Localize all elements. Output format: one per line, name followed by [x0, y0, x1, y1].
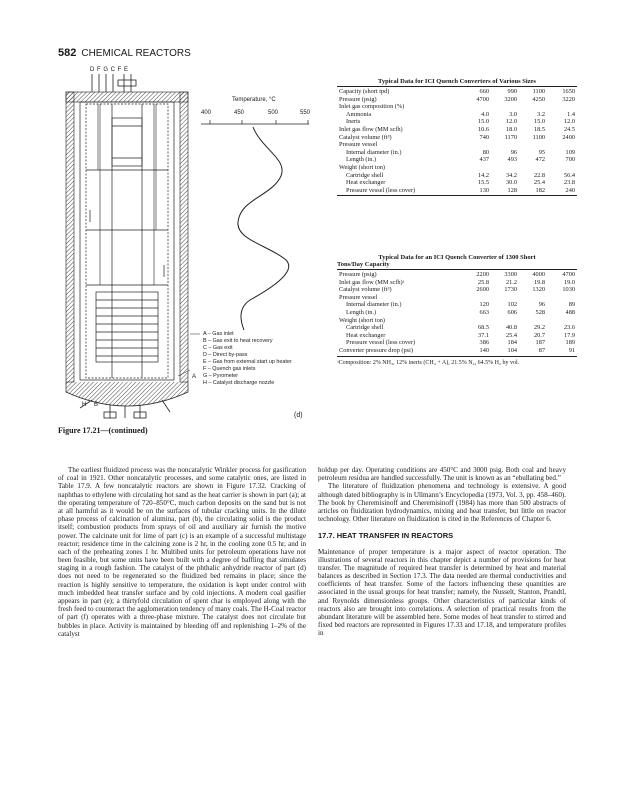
cell-value: 184 — [507, 339, 517, 347]
row-label: Pressure (psig) — [339, 271, 377, 278]
figure-caption-text: Figure 17.21—(continued) — [58, 426, 148, 435]
table-row — [337, 347, 577, 355]
cell-value: 1170 — [504, 133, 517, 141]
cell-value: 990 — [507, 88, 517, 95]
cell-value: 3300 — [504, 271, 517, 278]
cell-value: 25.8 — [477, 278, 489, 286]
cell-value: 1.4 — [567, 110, 575, 118]
cell-value — [463, 317, 491, 325]
table-row — [337, 324, 577, 332]
table-row — [337, 294, 577, 302]
paragraph: holdup per day. Operating conditions are 450°C and 3000 psig. Both coal and heavy petroleum residua are handled successfully. The unit is known as an “ebullating bed.” — [318, 466, 566, 483]
cell-value: 2600 — [476, 286, 489, 294]
temperature-profile-curve — [238, 127, 289, 330]
cell-value: 3.2 — [537, 110, 545, 118]
cell-value: 493 — [507, 156, 517, 164]
cell-value: 18.5 — [533, 125, 545, 133]
figure-legend — [203, 331, 292, 387]
cell-value: 528 — [535, 308, 545, 316]
table-row — [337, 339, 577, 347]
cell-value: 20.7 — [533, 331, 545, 339]
cell-value: 2200 — [476, 271, 489, 278]
cell-value: 10.6 — [477, 125, 489, 133]
cell-value: 1100 — [532, 133, 545, 141]
legend-item: C – Gas exit — [203, 345, 233, 351]
cell-value: 606 — [507, 308, 517, 316]
legend-item: D – Direct by-pass — [203, 352, 248, 358]
cell-value: 22.8 — [533, 171, 545, 179]
cell-value: 4700 — [562, 271, 575, 278]
cell-value: 95 — [538, 148, 545, 156]
cell-value: 15.5 — [477, 179, 489, 187]
body-column-left — [58, 466, 306, 638]
cell-value — [519, 103, 547, 111]
cell-value: 37.1 — [477, 331, 489, 339]
cell-value: 34.2 — [505, 171, 517, 179]
cell-value: 104 — [507, 346, 517, 354]
table-row — [337, 164, 577, 172]
cell-value: 102 — [507, 301, 517, 309]
cell-value: 130 — [479, 186, 489, 194]
tick-label: 500 — [268, 110, 279, 116]
callout-a: A — [192, 374, 197, 380]
cell-value: 91 — [568, 346, 575, 354]
table-row — [337, 271, 577, 279]
cell-value: 1650 — [562, 88, 575, 95]
cell-value — [547, 164, 577, 172]
table-row — [337, 179, 577, 187]
row-label: Cartridge shell — [346, 324, 384, 332]
cell-value: 663 — [479, 308, 489, 316]
cell-value: 660 — [479, 88, 489, 95]
table-row — [337, 118, 577, 126]
row-label: Heat exchanger — [346, 179, 386, 187]
cell-value: 19.0 — [563, 278, 575, 286]
table-row — [337, 149, 577, 157]
cell-value: 488 — [565, 308, 575, 316]
cell-value: 240 — [565, 186, 575, 194]
row-label: Pressure vessel (less cover) — [346, 186, 416, 194]
table-row — [337, 187, 577, 195]
legend-item: H – Catalyst discharge nozzle — [203, 380, 275, 386]
cell-value — [491, 103, 519, 111]
row-label: Catalyst volume (ft³) — [339, 286, 392, 294]
row-label: Pressure (psig) — [339, 95, 377, 103]
table-row — [337, 111, 577, 119]
figure-top-letters: D F G C F E — [90, 67, 129, 73]
cell-value: 96 — [538, 301, 545, 309]
table-rule — [337, 356, 577, 357]
cell-value: 87 — [538, 346, 545, 354]
cell-value: 437 — [479, 156, 489, 164]
cell-value: 25.4 — [533, 179, 545, 187]
table-row — [337, 286, 577, 294]
cell-value: 29.2 — [533, 324, 545, 332]
row-label: Cartridge shell — [346, 171, 384, 179]
tick-label: 400 — [201, 110, 212, 116]
cell-value: 386 — [479, 339, 489, 347]
cell-value — [463, 164, 491, 172]
table-2-body — [337, 271, 577, 355]
paragraph: The literature of fluidization phenomena and technology is extensive. A good although dated bibliography is in Ullmann’s Encyclopedia (1973, Vol. 3, pp. 458–460). The book by Cheremisinoff and Cheremisinoff (1984) has more than 500 abstracts of articles on fluidization hydrodynamics, mixing and heat transfer, but little on reactor technology. Other literature on fluidization is cited in the References of Chapter 6. — [318, 482, 566, 524]
table-row — [337, 141, 577, 149]
cell-value: 21.2 — [505, 278, 517, 286]
tick-label: 450 — [234, 110, 245, 116]
cell-value: 2400 — [562, 133, 575, 141]
cell-value: 14.2 — [477, 171, 489, 179]
row-label: Pressure vessel — [339, 141, 378, 149]
row-label: Inlet gas composition (%) — [339, 103, 405, 111]
paragraph: Maintenance of proper temperature is a major aspect of reactor operation. The illustrations of several reactors in this chapter depict a number of provisions for heat transfer. The magnitude of required heat transfer is determined by heat and material balances as described in Section 17.3. The data needed are thermal conductivities and coefficients of heat transfer. Some of the factors influencing these quantities are associated in the usual groups for heat transfer; namely, the Nusselt, Stanton, Prandtl, and Reynolds dimensionless groups. Other characteristics of particular kinds of reactors also are brought into correlations. A selection of practical results from the abundant literature will be assembled here. Some modes of heat transfer to stirred and fixed bed reactors are represented in Figures 17.33 and 17.18, and temperature profiles in — [318, 547, 566, 638]
vessel-wall-left — [66, 92, 74, 382]
callout-h: H — [82, 402, 87, 408]
cell-value: 19.8 — [533, 278, 545, 286]
cell-value: 1030 — [562, 286, 575, 294]
top-nozzles — [92, 74, 136, 92]
row-label: Inlet gas flow (MM scfh) — [339, 125, 403, 133]
body-column-right — [318, 466, 566, 638]
cell-value: 120 — [479, 301, 489, 309]
cell-value: 472 — [535, 156, 545, 164]
table-row — [337, 88, 577, 96]
cell-value: 189 — [565, 339, 575, 347]
figure-caption — [58, 426, 148, 435]
cell-value — [547, 141, 577, 149]
table-row — [337, 103, 577, 111]
table-row — [337, 279, 577, 287]
table-1-title: Typical Data for ICI Quench Converters of Various Sizes — [378, 78, 536, 85]
cell-value: 140 — [479, 346, 489, 354]
table-2-footnote: ᵃComposition: 2% NH₃, 12% inerts (CH₄ + A), 21.5% N₂, 64.5% H₂ by vol. — [337, 359, 520, 366]
table-rule — [337, 195, 577, 196]
cell-value — [463, 103, 491, 111]
cell-value: 96 — [510, 148, 517, 156]
row-label: Pressure vessel (less cover) — [346, 339, 416, 347]
row-label: Length (in.) — [346, 156, 377, 164]
cell-value — [547, 294, 577, 302]
running-title: CHEMICAL REACTORS — [81, 48, 191, 59]
cell-value: 182 — [535, 186, 545, 194]
legend-item: B – Gas exit to heat recovery — [203, 338, 273, 344]
table-2-subtitle: Tons/Day Capacity — [337, 261, 390, 268]
row-label: Inerts — [346, 118, 361, 126]
panel-label: (d) — [294, 412, 303, 419]
vessel-wall-right — [180, 92, 188, 382]
legend-item: G – Pyrometer — [203, 373, 239, 379]
cell-value: 4700 — [476, 95, 489, 103]
cell-value — [519, 294, 547, 302]
table-row — [337, 301, 577, 309]
cell-value — [491, 317, 519, 325]
cell-value: 109 — [565, 148, 575, 156]
table-1 — [337, 78, 577, 196]
table-row — [337, 309, 577, 317]
row-label: Catalyst volume (ft³) — [339, 133, 392, 141]
cell-value: 30.0 — [505, 179, 517, 187]
table-row — [337, 332, 577, 340]
cell-value: 740 — [479, 133, 489, 141]
cell-value — [519, 141, 547, 149]
paragraph: The earliest fluidized process was the noncatalytic Winkler process for gasification of coal in 1921. Other noncatalytic processes, and some catalytic ones, are listed in Table 17.9. A few noncatalytic reactors are shown in Figure 17.32. Cracking of naphthas to ethylene with circulating hot sand as the heat carrier is shown in part (a); at the operating temperature of 720–850°C, much carbon deposits on the sand but is not at all harmful as it would be on the surfaces of tubular cracking units. In the dilute phase process of calcination of alumina, part (b), the circulating solid is the product itself; combustion products from sprays of oil and auxiliary air furnish the motive power. The calcinate unit for lime of part (c) is an example of a successful multistage reactor; residence time in the calcining zone is 2 hr, in the cooling zone 0.5 hr, and in each of the preheating zones 1 hr. Multibed units for petroleum operations have not been feasible, but some units have been built with a degree of baffling that simulates staging in a rough fashion. The catalyst of the phthalic anhydride reactor of part (d) does not need to be regenerated so the fluidized bed remains in place; since the reaction is highly sensitive to temperature, the oxidation is kept under control with much imbedded heat transfer surface and by cold injections. A modern coal gasifier appears in part (e); a thirtyfold circulation of spent char is employed along with the fresh feed to counteract the agglomeration tendency of many coals. The H-Coal reactor of part (f) operates with a three-phase mixture. The catalyst does not circulate but bubbles in place. Activity is maintained by bleeding off and replenishing 1–2% of the catalyst — [58, 466, 306, 638]
cell-value: 17.9 — [563, 331, 575, 339]
cell-value: 56.4 — [563, 171, 575, 179]
row-label: Weight (short ton) — [339, 163, 386, 171]
cell-value — [547, 103, 577, 111]
cell-value: 3.0 — [509, 110, 517, 118]
cell-value: 4000 — [532, 271, 545, 278]
row-label: Weight (short ton) — [339, 316, 386, 324]
row-label: Length (in.) — [346, 308, 377, 316]
cell-value: 3200 — [504, 95, 517, 103]
callout-b: B — [94, 402, 99, 408]
cell-value: 128 — [507, 186, 517, 194]
temperature-axis-label: Temperature, °C — [232, 97, 276, 103]
legend-item: A – Gas inlet — [203, 331, 234, 337]
table-rule — [337, 86, 577, 87]
cell-value: 25.4 — [505, 331, 517, 339]
cell-value — [491, 164, 519, 172]
table-row — [337, 126, 577, 134]
row-label: Ammonia — [346, 110, 372, 118]
section-heading: 17.7. HEAT TRANSFER IN REACTORS — [318, 531, 454, 541]
cell-value: 12.0 — [505, 118, 517, 126]
table-2-title: Typical Data for an ICI Quench Converter of 1300 Short — [378, 254, 536, 261]
cell-value — [519, 164, 547, 172]
cell-value: 80 — [482, 148, 489, 156]
internal-cartridge — [80, 102, 174, 380]
table-rule — [337, 269, 577, 270]
row-label: Capacity (short tpd) — [339, 88, 390, 95]
cell-value — [519, 317, 547, 325]
row-label: Pressure vessel — [339, 293, 378, 301]
cell-value: 12.0 — [563, 118, 575, 126]
table-1-body — [337, 88, 577, 194]
cell-value: 700 — [565, 156, 575, 164]
vessel-top-cover — [66, 92, 188, 102]
row-label: Converter pressure drop (psi) — [339, 346, 413, 354]
cell-value: 15.0 — [533, 118, 545, 126]
row-label: Inlet gas flow (MM scfh)ᵃ — [339, 278, 405, 286]
cell-value: 15.0 — [477, 118, 489, 126]
cell-value: 24.5 — [563, 125, 575, 133]
cell-value: 1320 — [532, 286, 545, 294]
row-label: Internal diameter (in.) — [346, 301, 402, 309]
cell-value: 187 — [535, 339, 545, 347]
cell-value: 23.8 — [563, 179, 575, 187]
row-label: Heat exchanger — [346, 331, 386, 339]
legend-item: E – Gas from external start up heater — [203, 359, 292, 365]
cell-value — [463, 294, 491, 302]
cell-value — [491, 294, 519, 302]
cell-value: 1730 — [504, 286, 517, 294]
table-row — [337, 172, 577, 180]
cell-value: 40.8 — [505, 324, 517, 332]
table-row — [337, 156, 577, 164]
table-row — [337, 96, 577, 104]
table-row — [337, 134, 577, 142]
quench-pipes — [98, 104, 156, 285]
tick-label: 550 — [300, 110, 311, 116]
cell-value: 4250 — [532, 95, 545, 103]
cell-value — [463, 141, 491, 149]
cell-value: 18.0 — [505, 125, 517, 133]
cell-value: 89 — [568, 301, 575, 309]
cell-value: 4.0 — [481, 110, 489, 118]
cell-value: 68.5 — [477, 324, 489, 332]
cell-value — [491, 141, 519, 149]
cell-value: 3220 — [562, 95, 575, 103]
table-2 — [337, 254, 577, 366]
cell-value — [547, 317, 577, 325]
cell-value: 1100 — [532, 88, 545, 95]
cell-value: 23.6 — [563, 324, 575, 332]
row-label: Internal diameter (in.) — [346, 148, 402, 156]
legend-item: F – Quench gas inlets — [203, 366, 256, 372]
table-row — [337, 317, 577, 325]
page-number: 582 — [58, 47, 77, 59]
temperature-axis — [201, 120, 309, 124]
